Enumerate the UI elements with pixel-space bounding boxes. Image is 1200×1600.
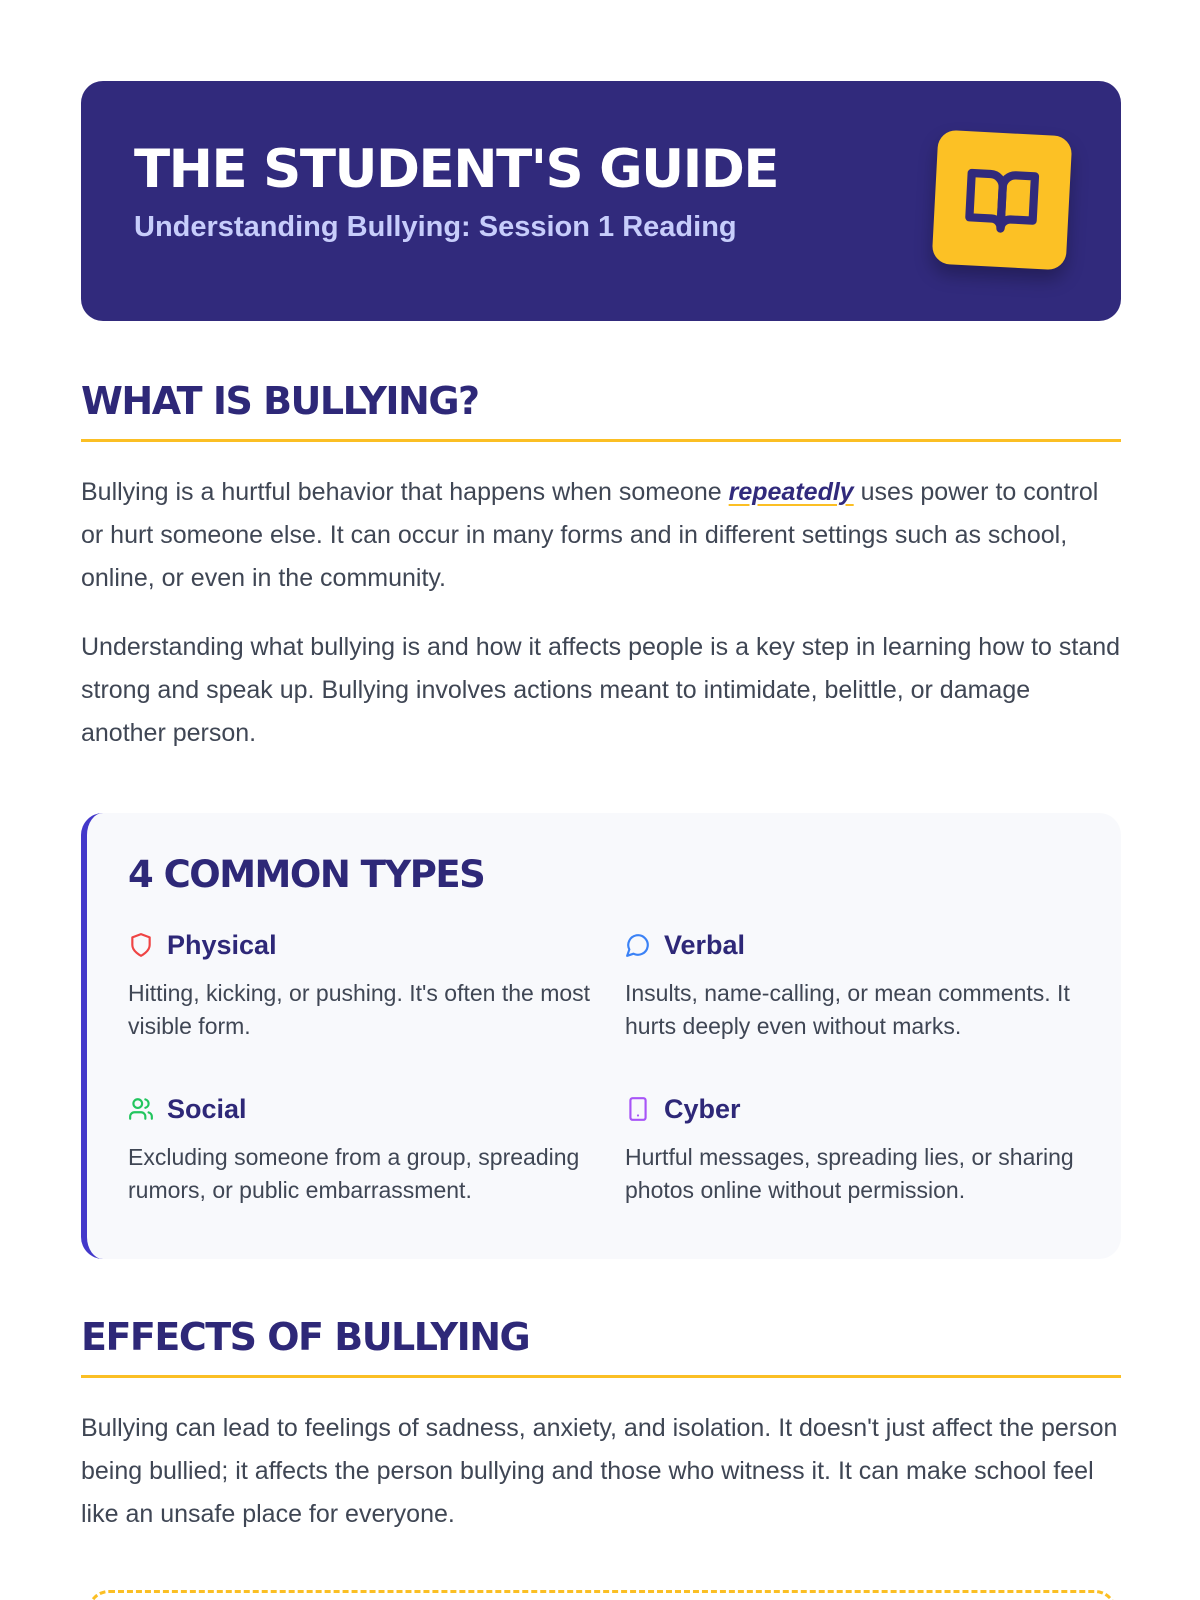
section-title-effects: EFFECTS OF BULLYING (81, 1315, 1121, 1378)
type-description: Hurtful messages, spreading lies, or sharing photos online without permission. (625, 1144, 1074, 1203)
emphasis-repeatedly: repeatedly (728, 478, 854, 506)
header-banner (81, 81, 1121, 321)
book-badge (932, 130, 1073, 271)
shield-icon (128, 932, 154, 958)
definition-paragraph (81, 471, 1121, 600)
speech-bubble-icon (625, 932, 651, 958)
book-open-icon (962, 160, 1042, 240)
type-item-social (128, 1091, 625, 1207)
type-item-physical (128, 927, 625, 1043)
what-is-bullying-section (81, 379, 1121, 755)
type-name: Cyber (664, 1094, 741, 1124)
common-types-card (81, 813, 1121, 1259)
type-name: Physical (167, 930, 277, 960)
section-title-what-is: WHAT IS BULLYING? (81, 379, 1121, 442)
type-description: Hitting, kicking, or pushing. It's often the most visible form. (128, 980, 591, 1039)
definition-text-start: Bullying is a hurtful behavior that happens when someone (81, 478, 729, 506)
types-title: 4 COMMON TYPES (128, 853, 485, 896)
type-item-cyber (625, 1091, 1095, 1207)
type-description: Insults, name-calling, or mean comments. It hurts deeply even without marks. (625, 980, 1070, 1039)
users-icon (128, 1096, 154, 1122)
definition-text-end: uses power to control or hurt someone else. It can occur in many forms and in different settings such as school, online, or even in the community. (81, 478, 1099, 592)
callout-box (87, 1590, 1117, 1600)
effects-paragraph: Bullying can lead to feelings of sadness, anxiety, and isolation. It doesn't just affect the person being bullied; it affects the person bullying and those who witness it. It can make school feel like an unsafe place for everyone. (81, 1414, 1118, 1528)
smartphone-icon (625, 1096, 651, 1122)
page-subtitle: Understanding Bullying: Session 1 Reading (134, 211, 737, 243)
type-description: Excluding someone from a group, spreading rumors, or public embarrassment. (128, 1144, 580, 1203)
reading-page (81, 81, 1121, 1536)
effects-section (81, 1315, 1121, 1536)
page-title: THE STUDENT'S GUIDE (134, 139, 779, 200)
understanding-paragraph: Understanding what bullying is and how it affects people is a key step in learning how to stand strong and speak up. Bullying involves actions meant to intimidate, belittle, or damage another person. (81, 633, 1121, 747)
type-name: Social (167, 1094, 247, 1124)
type-item-verbal (625, 927, 1095, 1043)
types-grid (128, 927, 1081, 1207)
type-name: Verbal (664, 930, 746, 960)
